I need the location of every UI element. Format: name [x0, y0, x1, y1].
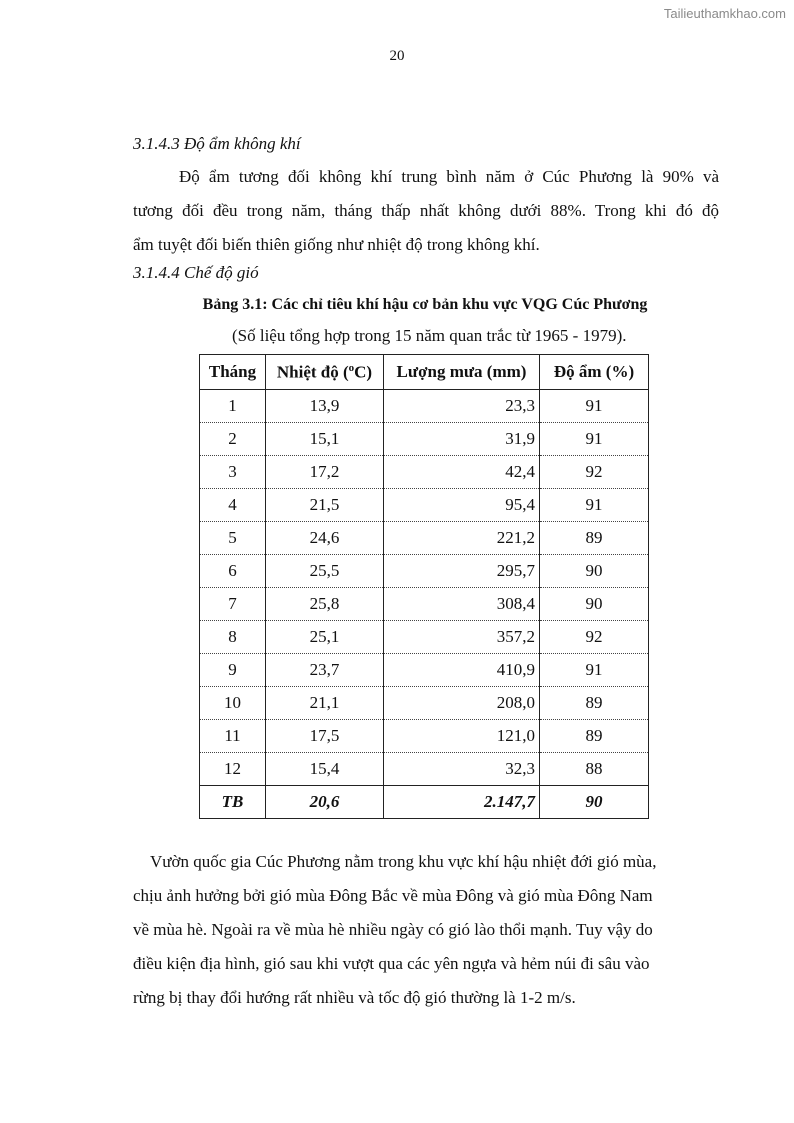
cell-month — [200, 654, 266, 687]
watermark: Tailieuthamkhao.com — [663, 6, 786, 21]
cell-rainfall — [384, 522, 540, 555]
cell-month — [200, 621, 266, 654]
cell-temperature — [266, 687, 384, 720]
cell-rainfall-value: 95,4 — [505, 495, 535, 514]
cell-rainfall — [384, 786, 540, 819]
cell-month-value: 3 — [228, 462, 237, 481]
paragraph-line: ẩm tuyệt đối biến thiên giống như nhiệt độ trong không khí. — [133, 235, 540, 254]
paragraph-wind — [133, 845, 719, 1015]
cell-humidity-value: 89 — [585, 528, 603, 547]
cell-temperature-value: 15,4 — [309, 759, 340, 778]
cell-temperature-value: 25,1 — [309, 627, 340, 646]
table-row — [200, 720, 649, 753]
cell-month — [200, 555, 266, 588]
cell-temperature-value: 17,5 — [309, 726, 340, 745]
cell-temperature — [266, 720, 384, 753]
cell-rainfall — [384, 489, 540, 522]
table-row — [200, 654, 649, 687]
cell-humidity-value: 90 — [585, 792, 603, 811]
cell-rainfall — [384, 423, 540, 456]
cell-month-value: 8 — [228, 627, 237, 646]
paragraph-line: Vườn quốc gia Cúc Phương nằm trong khu vực khí hậu nhiệt đới gió mùa, — [150, 852, 657, 871]
cell-rainfall-value: 32,3 — [505, 759, 535, 778]
cell-month — [200, 423, 266, 456]
cell-month — [200, 720, 266, 753]
cell-temperature — [266, 786, 384, 819]
cell-month — [200, 456, 266, 489]
cell-rainfall-value: 42,4 — [505, 462, 535, 481]
cell-temperature-value: 15,1 — [309, 429, 340, 448]
cell-temperature-value: 25,5 — [309, 561, 340, 580]
cell-rainfall-value: 410,9 — [496, 660, 535, 679]
cell-humidity-value: 90 — [585, 561, 603, 580]
cell-temperature-value: 20,6 — [309, 792, 340, 811]
cell-rainfall-value: 221,2 — [496, 528, 535, 547]
cell-temperature-value: 21,1 — [309, 693, 340, 712]
cell-humidity-value: 92 — [585, 627, 603, 646]
cell-humidity — [540, 786, 649, 819]
cell-month-value: 7 — [228, 594, 237, 613]
heading-humidity: 3.1.4.3 Độ ẩm không khí — [133, 134, 301, 153]
table-caption: Bảng 3.1: Các chỉ tiêu khí hậu cơ bản khu vực VQG Cúc Phương — [202, 296, 648, 313]
cell-rainfall-value: 308,4 — [496, 594, 535, 613]
cell-rainfall — [384, 753, 540, 786]
header-temp-suffix: C) — [354, 362, 373, 382]
cell-humidity — [540, 621, 649, 654]
paragraph-line: rừng bị thay đổi hướng rất nhiều và tốc độ gió thường là 1-2 m/s. — [133, 988, 576, 1007]
cell-month — [200, 786, 266, 819]
table-row — [200, 390, 649, 423]
header-humidity: Độ ẩm (%) — [540, 355, 649, 390]
cell-rainfall-value: 357,2 — [496, 627, 535, 646]
cell-temperature-value: 17,2 — [309, 462, 340, 481]
cell-temperature-value: 23,7 — [309, 660, 340, 679]
cell-month-value: 6 — [228, 561, 237, 580]
table-header-row — [200, 355, 649, 390]
header-rainfall: Lượng mưa (mm) — [384, 355, 540, 390]
paragraph-line: về mùa hè. Ngoài ra về mùa hè nhiều ngày có gió lào thổi mạnh. Tuy vậy do — [133, 920, 653, 939]
cell-month-value: 12 — [224, 759, 241, 778]
cell-temperature — [266, 456, 384, 489]
cell-month — [200, 522, 266, 555]
cell-humidity-value: 88 — [585, 759, 603, 778]
cell-temperature — [266, 522, 384, 555]
header-temp-prefix: Nhiệt độ ( — [276, 362, 349, 382]
cell-humidity — [540, 390, 649, 423]
cell-temperature-value: 13,9 — [309, 396, 340, 415]
cell-temperature — [266, 555, 384, 588]
cell-temperature-value: 25,8 — [309, 594, 340, 613]
cell-month-value: 10 — [224, 693, 241, 712]
cell-humidity-value: 92 — [585, 462, 603, 481]
table-row — [200, 753, 649, 786]
table-row — [200, 588, 649, 621]
table-row — [200, 687, 649, 720]
cell-month — [200, 489, 266, 522]
page-number: 20 — [389, 48, 405, 64]
table-row — [200, 423, 649, 456]
cell-humidity — [540, 522, 649, 555]
table-row — [200, 621, 649, 654]
paragraph-line: điều kiện địa hình, gió sau khi vượt qua các yên ngựa và hẻm núi đi sâu vào — [133, 954, 650, 973]
cell-rainfall — [384, 654, 540, 687]
cell-temperature — [266, 654, 384, 687]
cell-rainfall — [384, 621, 540, 654]
cell-humidity-value: 90 — [585, 594, 603, 613]
cell-month-value: 4 — [228, 495, 237, 514]
cell-temperature — [266, 423, 384, 456]
cell-month — [200, 588, 266, 621]
cell-humidity-value: 89 — [585, 726, 603, 745]
cell-humidity-value: 91 — [585, 495, 603, 514]
table-subcaption: (Số liệu tổng hợp trong 15 năm quan trắc từ 1965 - 1979). — [232, 326, 627, 345]
cell-month-value: TB — [221, 792, 244, 811]
cell-humidity — [540, 753, 649, 786]
cell-month-value: 5 — [228, 528, 237, 547]
cell-humidity — [540, 456, 649, 489]
cell-humidity-value: 91 — [585, 660, 603, 679]
cell-humidity — [540, 489, 649, 522]
cell-rainfall — [384, 588, 540, 621]
cell-month-value: 1 — [228, 396, 237, 415]
cell-rainfall — [384, 456, 540, 489]
cell-rainfall — [384, 687, 540, 720]
cell-temperature — [266, 489, 384, 522]
table-row — [200, 489, 649, 522]
cell-humidity — [540, 687, 649, 720]
cell-humidity-value: 91 — [585, 429, 603, 448]
header-temperature — [266, 355, 384, 390]
cell-temperature — [266, 753, 384, 786]
cell-rainfall-value: 295,7 — [496, 561, 535, 580]
paragraph-humidity — [133, 160, 719, 262]
header-month: Tháng — [200, 355, 266, 390]
cell-temperature — [266, 621, 384, 654]
table-row — [200, 456, 649, 489]
cell-temperature-value: 21,5 — [309, 495, 340, 514]
cell-humidity-value: 91 — [585, 396, 603, 415]
table-row — [200, 522, 649, 555]
cell-rainfall-value: 208,0 — [496, 693, 535, 712]
cell-rainfall — [384, 555, 540, 588]
cell-humidity-value: 89 — [585, 693, 603, 712]
cell-rainfall-value: 23,3 — [505, 396, 535, 415]
cell-rainfall-value: 31,9 — [505, 429, 535, 448]
cell-humidity — [540, 588, 649, 621]
cell-temperature-value: 24,6 — [309, 528, 340, 547]
heading-wind: 3.1.4.4 Chế độ gió — [133, 263, 259, 282]
paragraph-line: chịu ảnh hưởng bởi gió mùa Đông Bắc về mùa Đông và gió mùa Đông Nam — [133, 886, 653, 905]
header-temp-sup: o — [348, 361, 355, 374]
cell-rainfall — [384, 390, 540, 423]
climate-table — [199, 354, 649, 819]
cell-temperature — [266, 588, 384, 621]
table-total-row — [200, 786, 649, 819]
cell-month — [200, 753, 266, 786]
cell-humidity — [540, 654, 649, 687]
cell-humidity — [540, 555, 649, 588]
cell-rainfall — [384, 720, 540, 753]
cell-month — [200, 687, 266, 720]
cell-month-value: 9 — [228, 660, 237, 679]
cell-humidity — [540, 720, 649, 753]
cell-temperature — [266, 390, 384, 423]
paragraph-line: tương đối đều trong năm, tháng thấp nhất không dưới 88%. Trong khi đó độ — [133, 201, 719, 220]
cell-rainfall-value: 2.147,7 — [484, 792, 535, 811]
cell-month-value: 2 — [228, 429, 237, 448]
paragraph-line: Độ ẩm tương đối không khí trung bình năm ở Cúc Phương là 90% và — [179, 167, 719, 186]
cell-rainfall-value: 121,0 — [496, 726, 535, 745]
cell-month-value: 11 — [224, 726, 241, 745]
table-row — [200, 555, 649, 588]
cell-month — [200, 390, 266, 423]
cell-humidity — [540, 423, 649, 456]
